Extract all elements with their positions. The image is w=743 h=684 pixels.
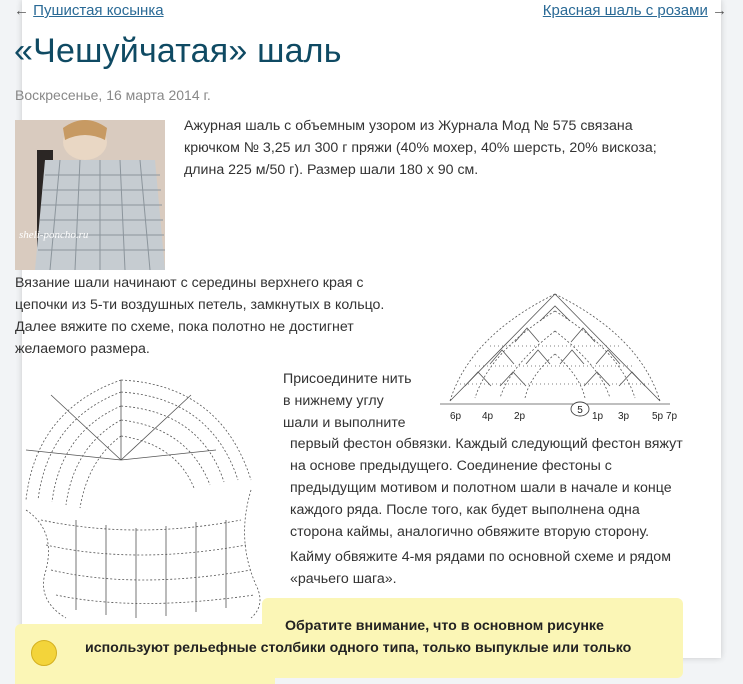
shawl-photo-image [15,120,165,270]
diagram-center-label: 5 [577,405,583,416]
crochet-chart-triangle [430,276,680,421]
prev-post-nav [14,2,164,19]
prev-post-link[interactable]: Пушистая косынка [33,2,164,19]
right-arrow-icon: → [712,2,727,19]
diagram-label-7r: 7р [666,411,678,421]
join-paragraph-short: Присоедините нить в нижнему углу шали и выполните [283,371,412,431]
photo-watermark: sheli-poncho.ru [19,229,89,241]
note-line-1: Обратите внимание, что в основном рисунке [285,618,604,634]
join-paragraph-long: первый фестон обвязки. Каждый следующий фестон вяжут на основе предыдущего. Соединение фестоны с предыдущим мотивом и полотном шали в начале и конце каждого ряда. После того, как будет выполнена одна сторона каймы, аналогично обвяжите вторую сторону. [290,436,683,540]
next-post-nav [543,2,727,19]
border-paragraph: Кайму обвяжите 4-мя рядами по основной схеме и рядом «рачьего шага». [290,549,671,587]
diagram-label-5r: 5р [652,411,664,421]
next-post-link[interactable]: Красная шаль с розами [542,2,708,19]
diagram-label-2r: 2р [514,411,526,421]
diagram-label-1r: 1р [592,411,604,421]
diagram-label-6r: 6р [450,411,462,421]
left-arrow-icon: ← [14,2,29,19]
note-line-2: используют рельефные столбики одного типа, только выпуклые или только [85,640,632,656]
shawl-photo [15,120,165,270]
start-paragraph: Вязание шали начинают с середины верхнего края с цепочки из 5-ти воздушных петель, замкнутых в кольцо. Далее вяжите по схеме, пока полотно не достигнет желаемого размера. [15,275,385,357]
crochet-chart-border [16,370,274,622]
lightbulb-icon [31,640,57,666]
page-title: «Чешуйчатая» шаль [14,32,342,70]
intro-paragraph: Ажурная шаль с объемным узором из Журнала Мод № 575 связана крючком № 3,25 ил 300 г пряжи (40% мохер, 40% шерсть, 20% вискоза; длина 225 м/50 г). Размер шали 180 х 90 см. [184,118,657,178]
post-date: Воскресенье, 16 марта 2014 г. [15,87,211,103]
diagram-label-3r: 3р [618,411,630,421]
diagram-label-4r: 4р [482,411,494,421]
